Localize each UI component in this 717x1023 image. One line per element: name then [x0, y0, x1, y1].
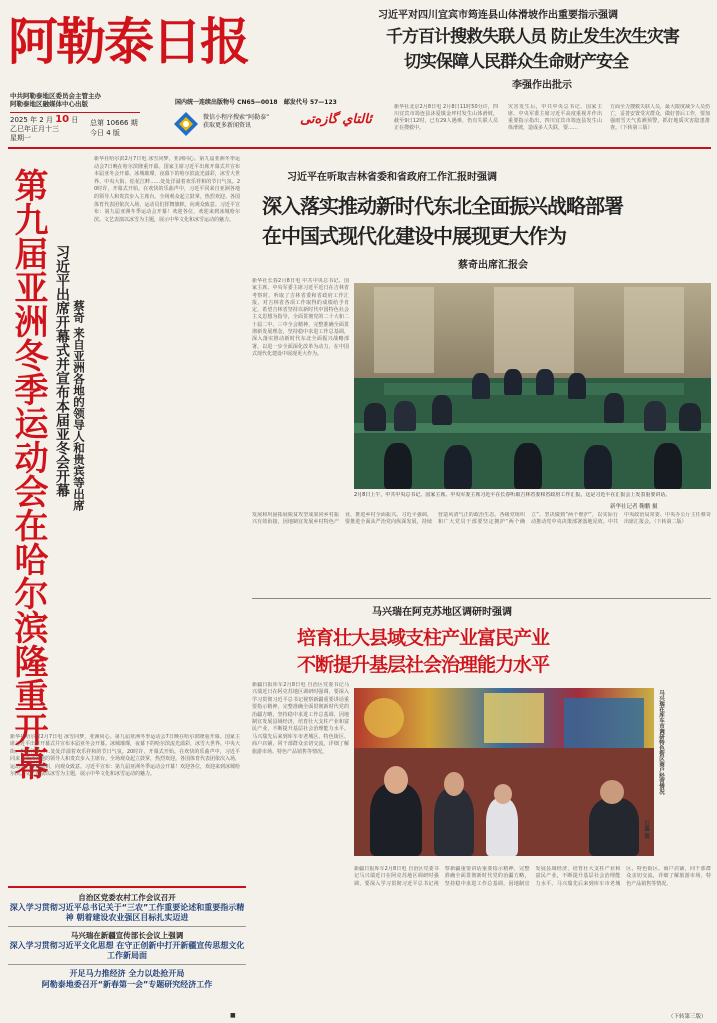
- org-line-2: 阿勒泰地区融媒体中心出版: [10, 100, 88, 108]
- date-prefix: 2025 年 2 月: [10, 116, 53, 124]
- top-story-headline-1[interactable]: 千方百计搜救失联人员 防止发生次生灾害: [386, 27, 679, 47]
- wechat-line-1: 微信小程序搜索“阿勒泰”: [203, 114, 270, 121]
- second-story-headline-2[interactable]: 不断提升基层社会治理能力水平: [297, 654, 550, 676]
- bottom-index: [8, 890, 246, 990]
- left-feature-body: 新华社哈尔滨2月7日电 冰雪同梦，亚洲同心。第九届亚洲冬季运动会7日晚在哈尔滨隆重开幕。国家主席习近平出席开幕式并宣布本届亚冬会开幕。冰城璀璨，夜幕下的哈尔滨流光溢彩，冰雪大世界、中央大街、松花江畔……处处洋溢着欢乐祥和的节日气氛。20时许，开幕式开始。在欢快的乐曲声中，习近平同来自亚洲各地的领导人和贵宾步入主席台。全场观众起立鼓掌，热烈欢迎。各国体育代表团依次入场，运动员们挥舞旗帜，向观众致意。习近平宣布：第九届亚洲冬季运动会开幕！欢迎各位，欢迎来到冰城哈尔滨。文艺表演以冰雪为主题，展示中华文化和冰雪运动的魅力。: [94, 156, 240, 223]
- top-story-body-1: 新华社北京2月8日电 2月8日11时50分许，四川宜宾市筠连县沐爱镇金坪村发生山体滑坡，截至9日12时，已有29人遇难，仍有失联人员正在搜救中。: [394, 104, 498, 131]
- issue-total: 总第 10666 期: [90, 119, 138, 127]
- index-title-4: 阿勒泰地委召开“新春第一会”专题研究经济工作: [41, 980, 213, 989]
- index-title-3: 开足马力推经济 全力以赴抢开局: [69, 969, 185, 978]
- kazakh-title: ئالتاي گازەتى: [300, 112, 372, 127]
- second-story-photo[interactable]: [354, 688, 654, 856]
- main-story-body-bottom: 发展和巩固拓展脱贫攻坚成果同乡村振兴有效衔接，因地制宜发展乡村特色产业，推进乡村全面振兴。习近平强调，要推进全面从严治党向纵深发展，持续营造风清气正的政治生态。各级党组织和广大党员干部要坚定拥护“两个确立”、坚决做到“两个维护”，以实际行动推动党中央决策部署落地见效。中共中央政治局常委、中央办公厅主任蔡奇出席汇报会。（下转第二版）: [252, 512, 711, 526]
- second-story-headline-1[interactable]: 培育壮大县域支柱产业富民产业: [297, 627, 550, 649]
- masthead-org: [10, 92, 140, 108]
- main-story-headline-2[interactable]: 在中国式现代化建设中展现更大作为: [262, 224, 566, 248]
- second-story-body: 新疆日报库车2月8日电 自治区党委书记马兴瑞近日在阿克苏地区调研时强调，要深入学习贯彻习近平总书记视察新疆重要讲话重要指示精神，完整准确全面贯彻新时代党的治疆方略，坚持稳中求进工作总基调，因地制宜发展县域经济，培育壮大支柱产业和富民产业，不断提升基层社会治理能力水平。马兴瑞先后来到库车市老城区、特色街区、商户店铺，同干部群众亲切交流，详细了解旅游市场、特色产品销售等情况。: [252, 682, 349, 755]
- page-count: 今日 4 版: [90, 129, 120, 137]
- left-feature-sub-2: 蔡奇 来自亚洲各地的领导人和贵宾等出席: [72, 300, 86, 512]
- main-story-headline-1[interactable]: 深入落实推动新时代东北全面振兴战略部署: [262, 194, 623, 218]
- second-photo-caption: 马兴瑞在库车市调研特色街区商户经营情况: [658, 690, 664, 795]
- main-story-body-top: 新华社长春2月8日电 中共中央总书记、国家主席、中央军委主席习近平近日在吉林省考察时，听取了吉林省委和省政府工作汇报，对吉林省各项工作取得的成绩给予肯定，希望吉林省坚持以新时代中国特色社会主义思想为指导，全面贯彻党的二十大和二十届二中、三中全会精神，完整准确全面贯彻新发展理念，坚持稳中求进工作总基调，深入落实推动新时代东北全面振兴战略部署，以进一步全面深化改革为动力，在中国式现代化建设中展现更大作为。: [252, 278, 349, 357]
- index-item-3[interactable]: [8, 968, 246, 990]
- index-kicker-2: 马兴瑞在新疆宣传部长会议上强调: [70, 931, 184, 940]
- top-story-headline-2[interactable]: 切实保障人民群众生命财产安全: [404, 52, 628, 72]
- wechat-promo: [203, 114, 269, 130]
- top-story-subline: 李强作出批示: [512, 80, 572, 91]
- main-photo-caption: 2月8日上午，中共中央总书记、国家主席、中央军委主席习近平在长春听取吉林省委和省政府工作汇报。这是习近平在汇报会上发表重要讲话。: [354, 492, 671, 498]
- main-story-photo[interactable]: [354, 283, 711, 489]
- cn-number: 国内统一连续出版物号 CN65—0018: [175, 99, 278, 106]
- left-feature-body-cont: 新华社哈尔滨2月7日电 冰雪同梦，亚洲同心。第九届亚洲冬季运动会7日晚在哈尔滨隆重开幕。国家主席习近平出席开幕式并宣布本届亚冬会开幕。冰城璀璨，夜幕下的哈尔滨流光溢彩，冰雪大世界、中央大街、松花江畔……处处洋溢着欢乐祥和的节日气氛。20时许，开幕式开始。在欢快的乐曲声中，习近平同来自亚洲各地的领导人和贵宾步入主席台。全场观众起立鼓掌，热烈欢迎。各国体育代表团依次入场，运动员们挥舞旗帜，向观众致意。习近平宣布：第九届亚洲冬季运动会开幕！欢迎各位，欢迎来到冰城哈尔滨。文艺表演以冰雪为主题，展示中华文化和冰雪运动的魅力。: [10, 734, 240, 778]
- issue-block: [90, 118, 138, 138]
- wechat-qr-icon[interactable]: [173, 111, 199, 137]
- second-photo-credit: 石鑫 摄: [643, 820, 649, 839]
- end-mark: ■: [230, 1012, 236, 1019]
- continued-note: （下转第三版）: [668, 1014, 707, 1020]
- wechat-line-2: 获取更多新闻资讯: [203, 122, 252, 129]
- second-story-kicker[interactable]: 马兴瑞在阿克苏地区调研时强调: [372, 607, 512, 618]
- left-feature-headline[interactable]: 第九届亚洲冬季运动会在哈尔滨隆重开幕: [8, 168, 48, 780]
- main-photo-credit: 新华社记者 鞠鹏 摄: [610, 504, 658, 510]
- index-title-1: 深入学习贯彻习近平总书记关于“三农”工作重要论述和重要指示精神 朝着建设农业强区目标扎实迈进: [9, 903, 245, 922]
- date-suffix: 日: [71, 116, 79, 124]
- main-story-subline: 蔡奇出席汇报会: [458, 260, 528, 271]
- publication-codes: [175, 97, 337, 106]
- postal-code: 邮发代号 57—123: [283, 99, 337, 106]
- index-title-2: 深入学习贯彻习近平文化思想 在守正创新中打开新疆宣传思想文化工作新局面: [9, 941, 245, 960]
- lunar-date: 乙巳年正月十三: [10, 125, 59, 133]
- top-story-kicker[interactable]: 习近平对四川宜宾市筠连县山体滑坡作出重要指示强调: [378, 10, 618, 21]
- main-story-kicker[interactable]: 习近平在听取吉林省委和省政府工作汇报时强调: [287, 172, 497, 183]
- top-story-body-2: 灾害发生后，中共中央总书记、国家主席、中央军委主席习近平高度重视并作出重要指示指出，四川宜宾市筠连县发生山体滑坡，造成多人失联，要……: [508, 104, 602, 131]
- index-item-1[interactable]: [8, 892, 246, 923]
- second-story-body-cont: 新疆日报库车2月8日电 自治区党委书记马兴瑞近日在阿克苏地区调研时强调，要深入学习贯彻习近平总书记视察新疆重要讲话重要指示精神，完整准确全面贯彻新时代党的治疆方略，坚持稳中求进工作总基调，因地制宜发展县域经济，培育壮大支柱产业和富民产业，不断提升基层社会治理能力水平。马兴瑞先后来到库车市老城区、特色街区、商户店铺，同干部群众亲切交流，详细了解旅游市场、特色产品销售等情况。: [354, 866, 711, 887]
- left-feature-sub-1: 习近平出席开幕式并宣布本届亚冬会开幕: [54, 245, 70, 497]
- index-kicker-1: 自治区党委农村工作会议召开: [78, 893, 176, 902]
- org-line-1: 中共阿勒泰地区委员会主管主办: [10, 92, 101, 100]
- top-story-body-3: 方面全力搜救失联人员，最大限度减少人员伤亡，妥善安置受灾群众，做好善后工作，要加强雨雪天气监测预警，抓好地质灾害隐患排查。（下转第三版）: [610, 104, 710, 131]
- date-day: 10: [55, 114, 70, 125]
- masthead-title: 阿勒泰日报: [8, 12, 248, 71]
- weekday: 星期一: [10, 134, 31, 142]
- index-item-2[interactable]: [8, 930, 246, 961]
